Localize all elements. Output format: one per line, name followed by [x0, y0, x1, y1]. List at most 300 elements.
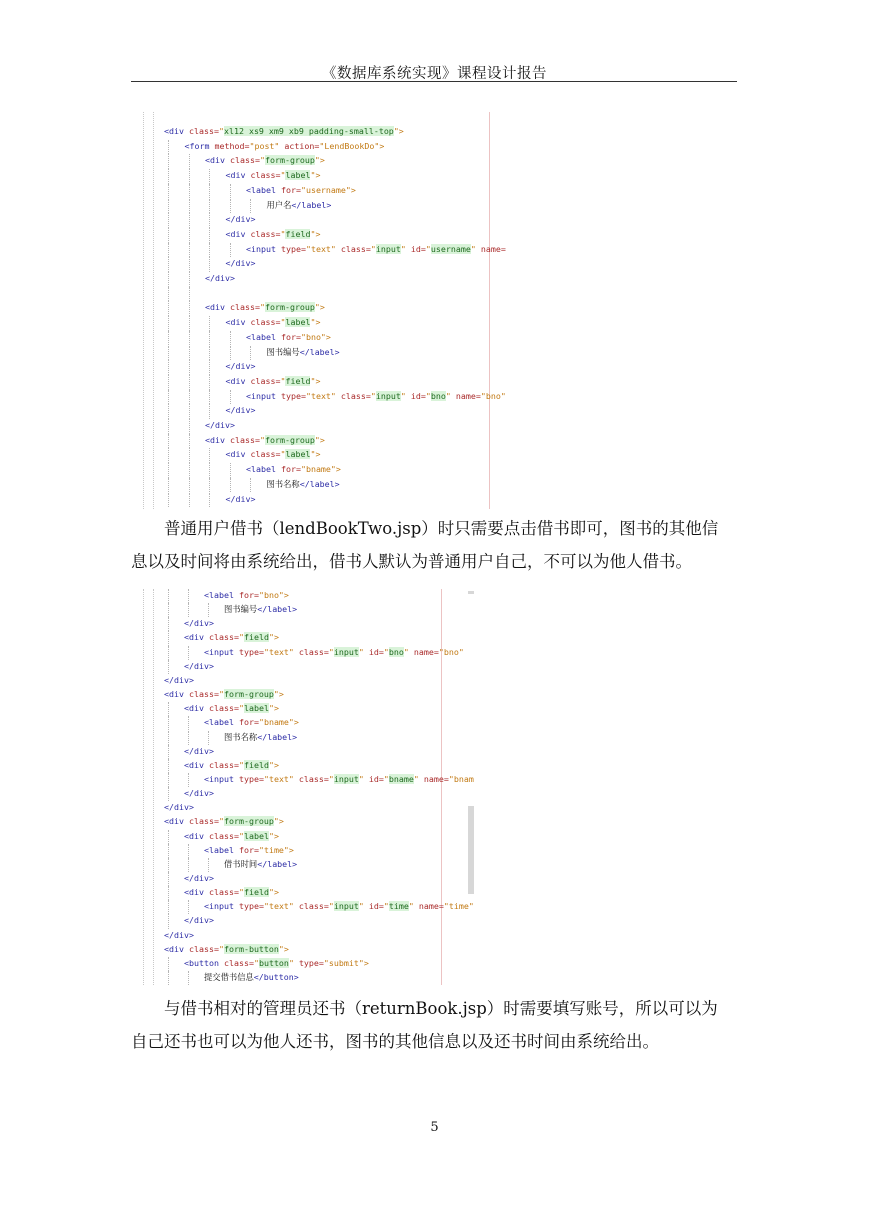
code-token: input: [375, 243, 401, 254]
code-token: "post": [249, 140, 285, 151]
code-token: input: [333, 646, 359, 657]
paragraph-admin-return: [131, 992, 741, 1058]
indent-guide: [168, 301, 169, 316]
code-token: </div>: [164, 674, 194, 685]
code-token: ">: [393, 126, 404, 136]
code-token: ": [238, 632, 244, 643]
code-token: class=: [188, 816, 219, 827]
code-token: </label>: [299, 478, 340, 489]
code-token: "bnam: [448, 773, 474, 784]
code-token: <label: [246, 184, 281, 195]
indent-guide: [209, 243, 210, 258]
code-token: ": [288, 957, 299, 968]
code-gutter-guide: [143, 112, 144, 509]
code-token: type=: [298, 957, 324, 968]
indent-guide: [168, 493, 169, 508]
scrollbar-thumb[interactable]: [468, 806, 474, 894]
indent-guide: [189, 154, 190, 169]
code-token: field: [285, 228, 311, 239]
code-token: "bno">: [258, 590, 289, 600]
code-token: ": [280, 317, 286, 328]
code-token: class=: [298, 901, 329, 912]
code-token: </div>: [225, 493, 256, 504]
code-token: ": [259, 302, 265, 313]
code-token: ">: [278, 943, 289, 954]
code-token: for=: [238, 844, 259, 855]
code-token: ">: [310, 170, 321, 181]
indent-guide: [168, 858, 169, 872]
code-token: </div>: [205, 273, 235, 283]
code-token: ": [238, 759, 244, 770]
indent-guide: [189, 243, 190, 258]
code-token: "text": [263, 773, 299, 784]
code-token: form-group: [223, 689, 274, 700]
code-token: "text": [305, 243, 341, 254]
code-snippet-lend-book: [137, 112, 513, 509]
code-line: [267, 199, 332, 211]
indent-guide: [168, 228, 169, 243]
code-token: name=: [413, 646, 439, 657]
indent-guide: [168, 773, 169, 787]
indent-guide: [168, 390, 169, 405]
code-line: [204, 646, 469, 658]
code-token: "text": [263, 646, 299, 657]
code-line: [184, 617, 214, 629]
code-token: ": [425, 243, 431, 254]
code-line: [226, 213, 256, 225]
code-token: ">: [310, 375, 321, 386]
code-token: ": [408, 901, 419, 912]
code-token: type=: [238, 773, 264, 784]
code-token: ": [218, 126, 224, 136]
code-token: "time">: [258, 844, 294, 855]
indent-guide: [188, 731, 189, 745]
code-token: </label>: [299, 346, 340, 357]
code-token: </label>: [257, 858, 298, 869]
code-token: ": [425, 390, 431, 401]
indent-guide: [209, 493, 210, 508]
indent-guide: [250, 199, 251, 214]
code-line: [246, 390, 506, 402]
code-token: 图书名称: [266, 478, 300, 489]
code-token: ": [259, 434, 265, 445]
code-token: input: [375, 390, 401, 401]
code-token: <input: [204, 646, 239, 657]
code-line: [184, 830, 279, 842]
code-token: for=: [238, 717, 259, 728]
code-line: [184, 886, 279, 898]
code-token: </div>: [184, 618, 214, 629]
code-token: class=: [208, 759, 239, 770]
code-token: </div>: [225, 361, 256, 372]
code-token: ">: [314, 434, 325, 445]
indent-guide: [189, 184, 190, 199]
indent-guide: [168, 914, 169, 928]
code-line: [226, 375, 321, 387]
code-line: [184, 787, 214, 799]
code-token: type=: [280, 243, 306, 254]
code-token: name=: [423, 773, 449, 784]
indent-guide: [209, 360, 210, 375]
code-token: <input: [204, 901, 239, 912]
code-token: ">: [273, 689, 284, 700]
code-token: label: [285, 449, 311, 460]
code-token: <label: [204, 590, 239, 600]
indent-guide: [168, 886, 169, 900]
indent-guide: [168, 617, 169, 631]
code-token: method=: [214, 140, 250, 151]
indent-guide: [168, 272, 169, 287]
code-token: bno: [430, 390, 446, 401]
code-token: ">: [314, 302, 325, 313]
paragraph-line: 与借书相对的管理员还书（returnBook.jsp）时需要填写账号，所以可以为: [164, 999, 718, 1018]
code-token: <div: [225, 317, 251, 328]
code-token: class=: [250, 228, 281, 239]
code-token: class=: [250, 449, 281, 460]
code-token: "bname">: [300, 464, 341, 475]
code-line: [226, 316, 321, 328]
indent-guide: [168, 375, 169, 390]
indent-guide: [209, 228, 210, 243]
code-token: <input: [246, 243, 281, 254]
code-token: "text": [263, 901, 299, 912]
code-gutter-guide: [153, 112, 154, 509]
code-line: [164, 674, 194, 686]
code-token: class=: [340, 390, 371, 401]
code-token: button: [258, 957, 289, 968]
code-token: class=: [298, 773, 329, 784]
code-token: ": [358, 901, 369, 912]
code-token: form-button: [223, 943, 279, 954]
code-token: <div: [205, 155, 230, 166]
code-token: ": [259, 155, 265, 166]
indent-guide: [168, 448, 169, 463]
indent-guide: [189, 213, 190, 228]
indent-guide: [209, 463, 210, 478]
code-token: <button: [184, 957, 224, 968]
code-token: ": [253, 957, 259, 968]
code-line: [164, 815, 284, 827]
code-token: ": [218, 689, 224, 700]
indent-guide: [209, 257, 210, 272]
indent-guide: [189, 375, 190, 390]
code-token: ">: [268, 830, 279, 841]
code-token: <div: [164, 816, 189, 827]
code-line: [267, 478, 340, 490]
code-token: xl12 xs9 xm9 xb9 padding-small-top: [223, 126, 394, 136]
code-token: for=: [280, 464, 301, 475]
code-token: ">: [273, 816, 284, 827]
code-line: [204, 971, 299, 983]
code-token: <div: [184, 759, 209, 770]
code-line: [164, 943, 289, 955]
code-token: ": [280, 228, 286, 239]
code-token: class=: [208, 703, 239, 714]
code-line: [246, 184, 356, 196]
code-line: [226, 448, 321, 460]
code-token: class=: [298, 646, 329, 657]
indent-guide: [189, 316, 190, 331]
code-line: [184, 745, 214, 757]
code-line: [226, 228, 321, 240]
code-line: [226, 493, 256, 505]
code-token: ">: [310, 228, 321, 239]
indent-guide: [188, 646, 189, 660]
code-token: ": [400, 243, 411, 254]
indent-guide: [230, 390, 231, 405]
code-token: form-group: [223, 816, 274, 827]
code-token: name=: [418, 901, 444, 912]
indent-guide: [168, 731, 169, 745]
code-token: username: [430, 243, 471, 254]
code-token: id=: [368, 646, 384, 657]
code-line: [246, 243, 506, 255]
indent-guide: [209, 184, 210, 199]
indent-guide: [168, 603, 169, 617]
indent-guide: [168, 787, 169, 801]
indent-guide: [188, 971, 189, 985]
code-token: <input: [204, 773, 239, 784]
code-token: <div: [164, 689, 189, 700]
indent-guide: [188, 858, 189, 872]
indent-guide: [189, 301, 190, 316]
indent-guide: [250, 346, 251, 361]
indent-guide: [168, 154, 169, 169]
code-line: [226, 360, 256, 372]
code-token: class=: [250, 375, 281, 386]
code-line: [246, 463, 341, 475]
indent-guide: [168, 478, 169, 493]
indent-guide: [168, 184, 169, 199]
code-token: form-group: [264, 302, 315, 313]
code-token: ">: [268, 759, 279, 770]
indent-guide: [208, 858, 209, 872]
code-token: ": [358, 646, 369, 657]
indent-guide: [188, 716, 189, 730]
code-token: ": [383, 773, 389, 784]
code-token: ": [280, 375, 286, 386]
code-token: label: [285, 170, 311, 181]
code-token: ": [413, 773, 424, 784]
code-line: [205, 154, 325, 166]
code-snippet-lend-book-two: [137, 589, 475, 985]
indent-guide: [168, 872, 169, 886]
indent-guide: [209, 478, 210, 493]
code-line: [204, 773, 474, 785]
code-line: [164, 929, 194, 941]
indent-guide: [168, 631, 169, 645]
code-line: [164, 125, 404, 137]
indent-guide: [168, 434, 169, 449]
indent-guide: [168, 243, 169, 258]
indent-guide: [230, 463, 231, 478]
indent-guide: [168, 360, 169, 375]
indent-guide: [189, 287, 190, 302]
page-number: 5: [430, 1120, 439, 1135]
indent-guide: [189, 360, 190, 375]
indent-guide: [168, 702, 169, 716]
code-token: <label: [246, 331, 281, 342]
code-token: </div>: [205, 420, 235, 430]
indent-guide: [168, 646, 169, 660]
indent-guide: [209, 169, 210, 184]
code-token: ": [383, 901, 389, 912]
code-line: [267, 346, 340, 358]
code-token: class=: [208, 830, 239, 841]
code-token: <form: [184, 140, 215, 151]
indent-guide: [230, 243, 231, 258]
code-token: name=: [480, 243, 506, 254]
code-gutter-guide: [153, 589, 154, 985]
code-token: action=: [284, 140, 320, 151]
header-divider: [131, 81, 737, 82]
code-token: 用户名: [266, 199, 292, 210]
indent-guide: [168, 900, 169, 914]
indent-guide: [189, 257, 190, 272]
code-token: 图书编号: [224, 604, 258, 615]
code-token: "LendBookDo">: [319, 140, 385, 151]
code-token: ": [370, 390, 376, 401]
code-line: [184, 660, 214, 672]
code-token: type=: [280, 390, 306, 401]
indent-guide: [168, 957, 169, 971]
code-line: [164, 688, 284, 700]
code-token: ": [470, 243, 481, 254]
code-token: class=: [250, 170, 281, 181]
code-token: ": [218, 943, 224, 954]
code-line: [205, 272, 235, 284]
code-line: [246, 331, 331, 343]
indent-guide: [188, 844, 189, 858]
code-token: ": [383, 646, 389, 657]
code-token: form-group: [264, 434, 315, 445]
code-token: </div>: [225, 405, 256, 416]
code-token: ": [370, 243, 376, 254]
paragraph-ordinary-user-lend: [131, 512, 741, 578]
indent-guide: [209, 346, 210, 361]
code-margin-line: [489, 112, 490, 509]
code-token: 借书时间: [224, 858, 258, 869]
code-token: class=: [208, 632, 239, 643]
indent-guide: [189, 331, 190, 346]
indent-guide: [168, 745, 169, 759]
indent-guide: [168, 844, 169, 858]
code-token: ": [328, 646, 334, 657]
indent-guide: [189, 419, 190, 434]
indent-guide: [189, 199, 190, 214]
code-token: <input: [246, 390, 281, 401]
code-token: </div>: [184, 660, 214, 671]
code-token: <div: [184, 703, 209, 714]
indent-guide: [209, 448, 210, 463]
code-token: class=: [188, 943, 219, 954]
code-token: </div>: [225, 214, 256, 225]
code-token: for=: [280, 331, 301, 342]
code-token: <div: [225, 170, 251, 181]
indent-guide: [189, 448, 190, 463]
indent-guide: [208, 731, 209, 745]
indent-guide: [189, 404, 190, 419]
code-line: [224, 858, 297, 870]
indent-guide: [189, 228, 190, 243]
code-token: <div: [225, 449, 251, 460]
code-line: [185, 140, 385, 152]
code-token: ": [445, 390, 456, 401]
indent-guide: [188, 589, 189, 603]
code-token: <label: [246, 464, 281, 475]
code-token: class=: [250, 317, 281, 328]
code-token: ">: [268, 887, 279, 898]
indent-guide: [250, 478, 251, 493]
indent-guide: [189, 272, 190, 287]
code-token: <div: [184, 887, 209, 898]
code-token: class=: [340, 243, 371, 254]
code-token: ": [328, 901, 334, 912]
code-token: type=: [238, 901, 264, 912]
code-line: [184, 702, 279, 714]
code-line: [226, 257, 256, 269]
code-token: "bname">: [258, 717, 299, 728]
code-token: ": [280, 170, 286, 181]
code-line: [184, 957, 369, 969]
code-token: id=: [410, 390, 426, 401]
code-token: <label: [204, 717, 239, 728]
code-token: </div>: [184, 745, 214, 756]
code-token: ": [280, 449, 286, 460]
code-token: ">: [310, 449, 321, 460]
indent-guide: [168, 419, 169, 434]
code-token: class=: [223, 957, 254, 968]
code-token: field: [243, 632, 269, 643]
code-token: "submit">: [323, 957, 369, 968]
code-token: </button>: [253, 972, 299, 983]
code-token: ": [238, 703, 244, 714]
code-token: form-group: [264, 155, 315, 166]
indent-guide: [189, 390, 190, 405]
code-token: ">: [310, 317, 321, 328]
scrollbar-mark: [468, 591, 474, 594]
code-token: for=: [238, 590, 259, 600]
code-token: </div>: [164, 802, 194, 813]
indent-guide: [209, 404, 210, 419]
paragraph-line: 自己还书也可以为他人还书，图书的其他信息以及还书时间由系统给出。: [131, 1032, 659, 1051]
code-gutter-guide: [143, 589, 144, 985]
code-token: input: [333, 901, 359, 912]
code-token: class=: [188, 689, 219, 700]
code-line: [226, 169, 321, 181]
code-token: </label>: [257, 731, 298, 742]
indent-guide: [168, 589, 169, 603]
code-token: "time": [443, 901, 474, 912]
indent-guide: [189, 493, 190, 508]
indent-guide: [168, 716, 169, 730]
indent-guide: [209, 390, 210, 405]
code-token: "bno": [438, 646, 469, 657]
code-token: label: [243, 703, 269, 714]
code-token: </label>: [291, 199, 332, 210]
code-token: ">: [314, 155, 325, 166]
indent-guide: [189, 463, 190, 478]
code-token: ">: [268, 632, 279, 643]
code-token: <div: [184, 632, 209, 643]
paragraph-line: 普通用户借书（lendBookTwo.jsp）时只需要点击借书即可，图书的其他信: [164, 519, 719, 538]
code-token: "bno">: [300, 331, 331, 342]
indent-guide: [189, 169, 190, 184]
code-token: class=: [188, 126, 219, 136]
code-token: <label: [204, 844, 239, 855]
indent-guide: [209, 316, 210, 331]
code-token: </div>: [184, 915, 214, 926]
